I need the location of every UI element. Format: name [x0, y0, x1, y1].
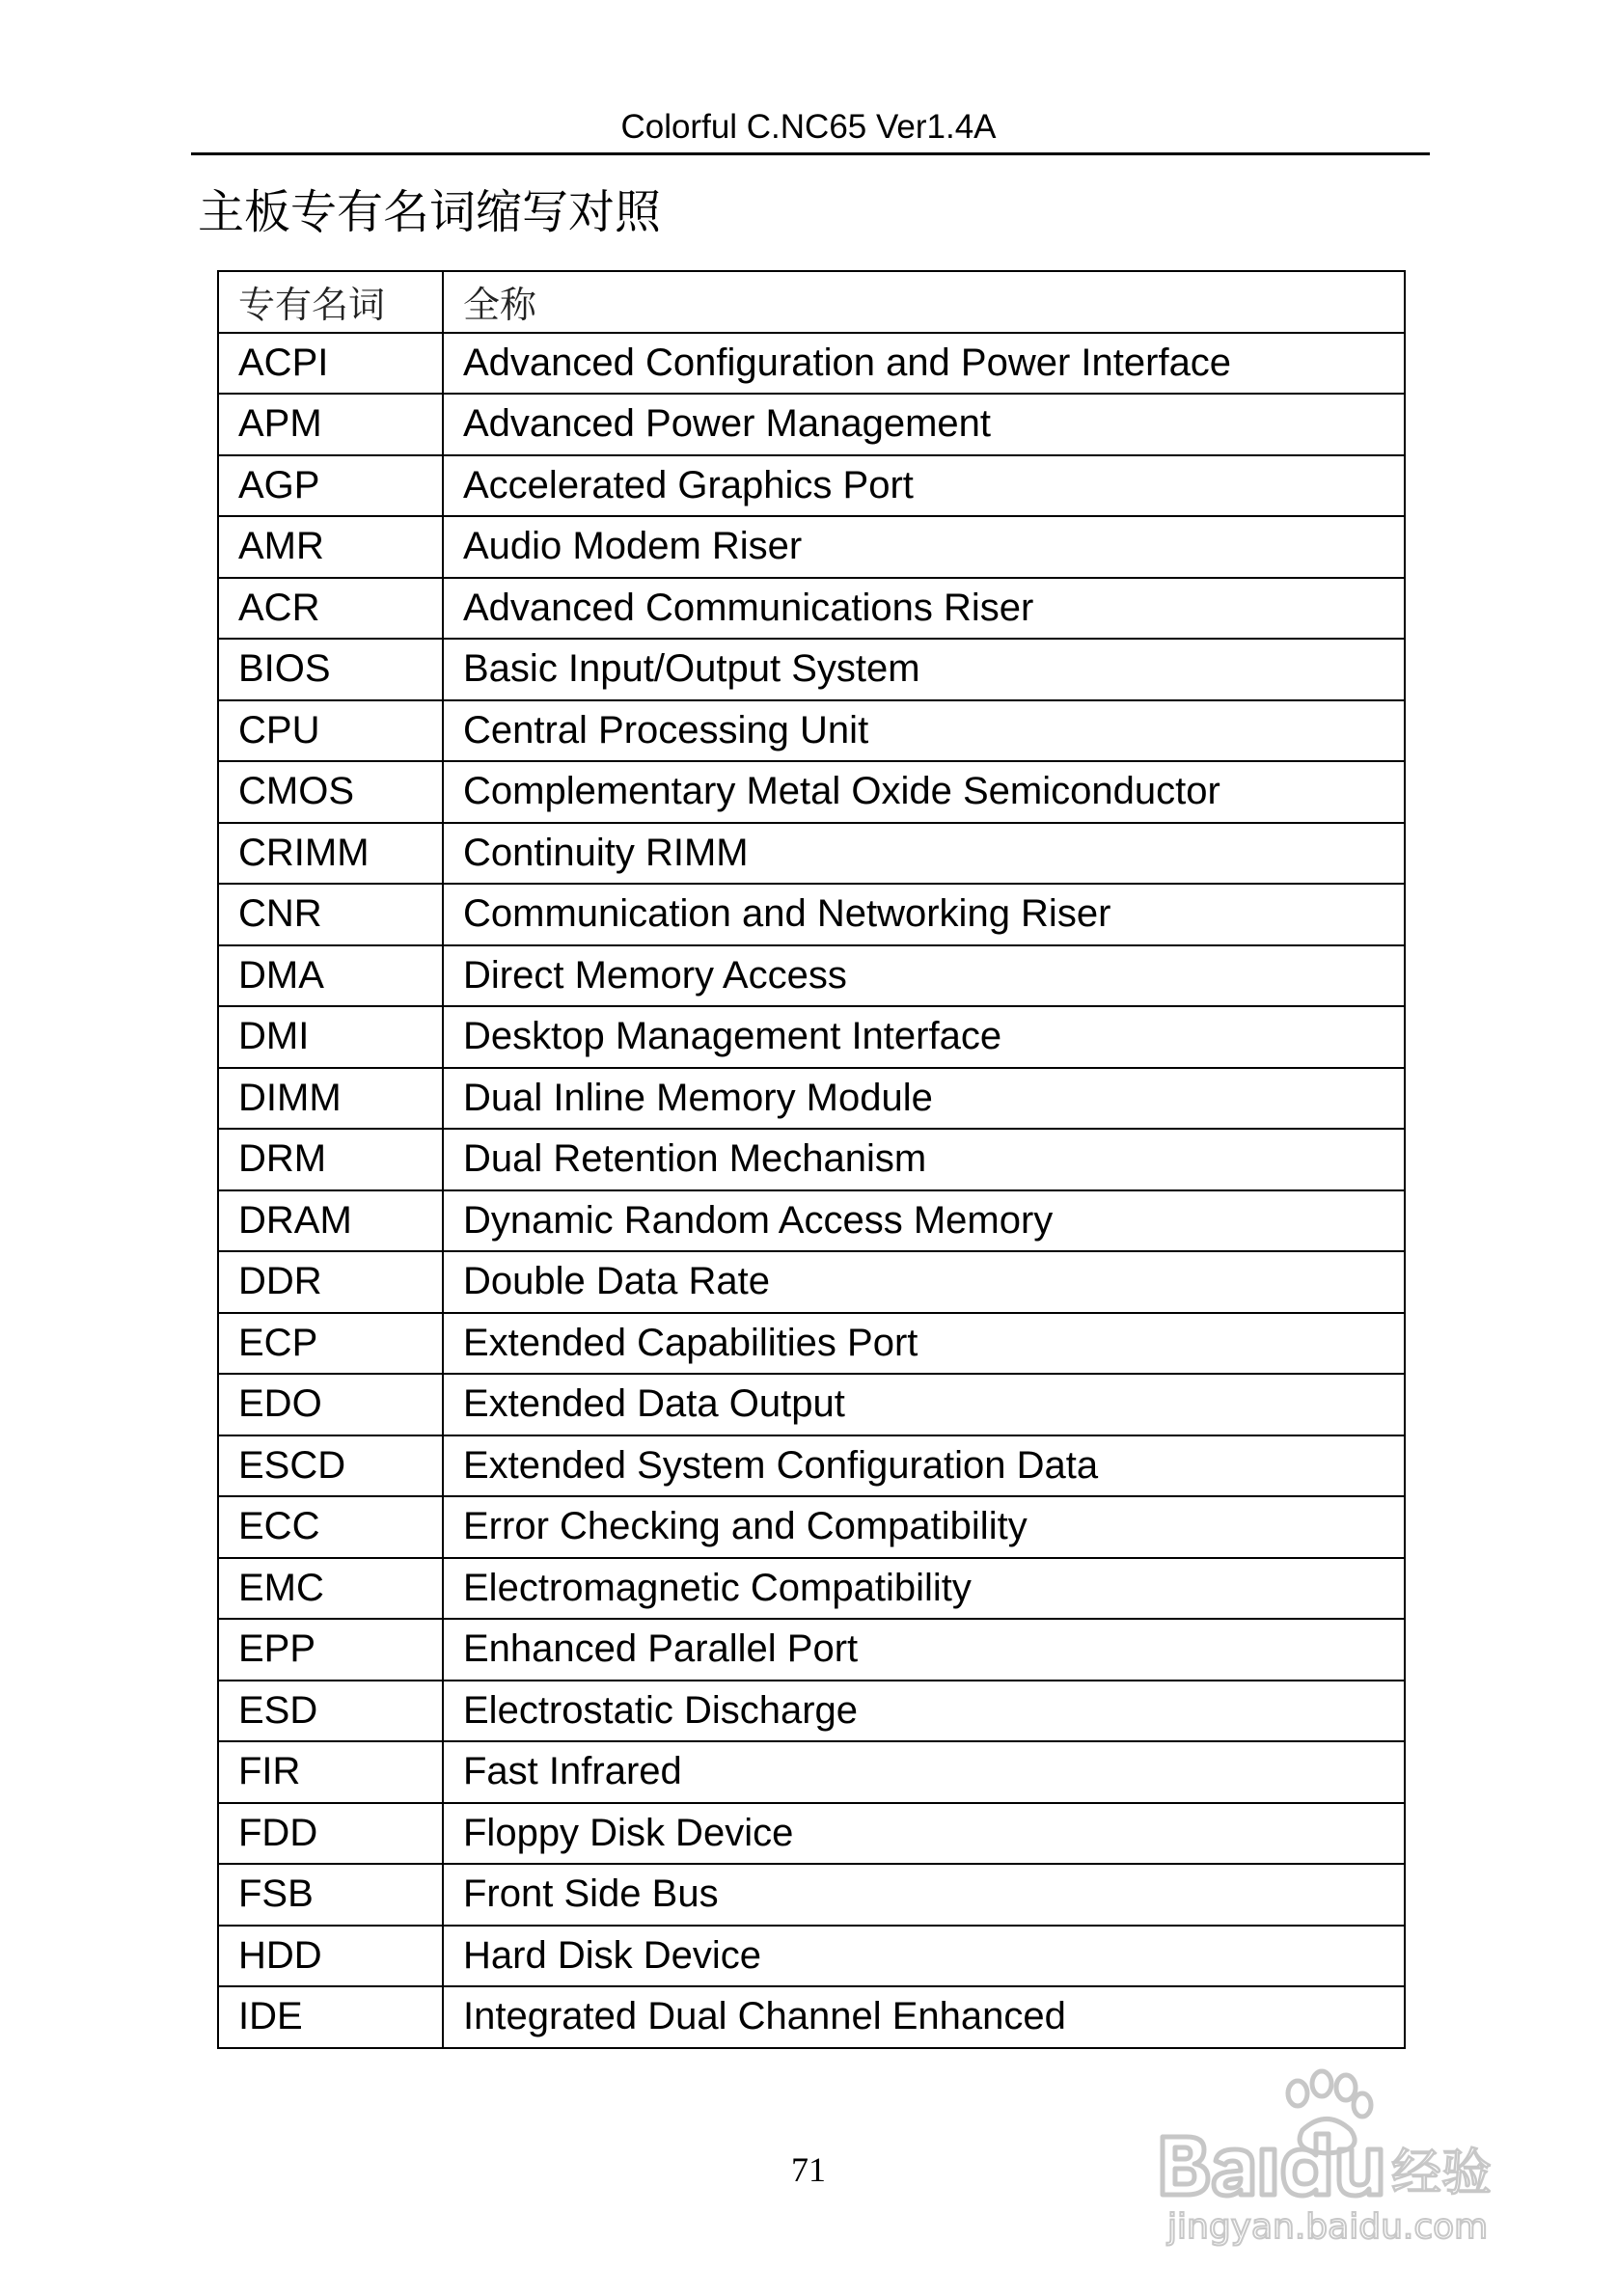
abbreviation-cell: EMC — [218, 1558, 443, 1620]
full-name-cell: Floppy Disk Device — [443, 1803, 1405, 1865]
abbreviation-cell: AMR — [218, 516, 443, 578]
full-name-cell: Desktop Management Interface — [443, 1006, 1405, 1068]
baidu-jingyan-logo — [1148, 2055, 1534, 2248]
table-row — [218, 1435, 1405, 1497]
table-row — [218, 1803, 1405, 1865]
full-name-cell: Hard Disk Device — [443, 1926, 1405, 1987]
table-row — [218, 1986, 1405, 2048]
full-name-cell: Complementary Metal Oxide Semiconductor — [443, 761, 1405, 823]
table-row — [218, 639, 1405, 700]
full-name-cell: Audio Modem Riser — [443, 516, 1405, 578]
table-row — [218, 516, 1405, 578]
baidu-watermark — [1148, 2055, 1534, 2248]
full-name-cell: Accelerated Graphics Port — [443, 455, 1405, 517]
abbreviation-cell: CPU — [218, 700, 443, 762]
abbreviation-table — [217, 270, 1406, 2049]
full-name-cell: Communication and Networking Riser — [443, 884, 1405, 945]
table-row — [218, 394, 1405, 455]
table-row — [218, 578, 1405, 640]
full-name-cell: Front Side Bus — [443, 1864, 1405, 1926]
full-name-cell: Dynamic Random Access Memory — [443, 1190, 1405, 1252]
table-row — [218, 823, 1405, 885]
table-row — [218, 1619, 1405, 1681]
table-row — [218, 945, 1405, 1007]
full-name-cell: Electrostatic Discharge — [443, 1681, 1405, 1742]
abbreviation-cell: FIR — [218, 1741, 443, 1803]
full-name-cell: Double Data Rate — [443, 1251, 1405, 1313]
abbreviation-cell: HDD — [218, 1926, 443, 1987]
table-row — [218, 1558, 1405, 1620]
abbreviation-cell: EDO — [218, 1374, 443, 1435]
table-row — [218, 1864, 1405, 1926]
abbreviation-cell: DMA — [218, 945, 443, 1007]
full-name-cell: Error Checking and Compatibility — [443, 1496, 1405, 1558]
abbreviation-cell: ACR — [218, 578, 443, 640]
table-header-row — [218, 271, 1405, 333]
abbreviation-cell: DRM — [218, 1129, 443, 1190]
table-row — [218, 700, 1405, 762]
table-row — [218, 884, 1405, 945]
full-name-cell: Advanced Configuration and Power Interface — [443, 333, 1405, 395]
table-row — [218, 1006, 1405, 1068]
table-row — [218, 1068, 1405, 1130]
abbreviation-cell: DIMM — [218, 1068, 443, 1130]
full-name-cell: Advanced Communications Riser — [443, 578, 1405, 640]
table-row — [218, 455, 1405, 517]
full-name-cell: Dual Retention Mechanism — [443, 1129, 1405, 1190]
abbreviation-cell: FSB — [218, 1864, 443, 1926]
table-row — [218, 1681, 1405, 1742]
abbreviation-cell: ESD — [218, 1681, 443, 1742]
table-row — [218, 1313, 1405, 1375]
column-header-full-name: 全称 — [443, 271, 1405, 333]
abbreviation-cell: APM — [218, 394, 443, 455]
abbreviation-cell: ECC — [218, 1496, 443, 1558]
table-body — [218, 333, 1405, 2048]
full-name-cell: Extended Capabilities Port — [443, 1313, 1405, 1375]
abbreviation-cell: ECP — [218, 1313, 443, 1375]
abbreviation-cell: FDD — [218, 1803, 443, 1865]
full-name-cell: Electromagnetic Compatibility — [443, 1558, 1405, 1620]
page-number: 71 — [791, 2150, 826, 2189]
table-row — [218, 1741, 1405, 1803]
table-row — [218, 1129, 1405, 1190]
watermark-cn-text: 经验 — [1391, 2145, 1493, 2202]
abbreviation-cell: ACPI — [218, 333, 443, 395]
full-name-cell: Advanced Power Management — [443, 394, 1405, 455]
abbreviation-cell: DDR — [218, 1251, 443, 1313]
column-header-term: 专有名词 — [218, 271, 443, 333]
abbreviation-cell: DMI — [218, 1006, 443, 1068]
table-row — [218, 1190, 1405, 1252]
abbreviation-cell: AGP — [218, 455, 443, 517]
full-name-cell: Basic Input/Output System — [443, 639, 1405, 700]
table-row — [218, 761, 1405, 823]
full-name-cell: Integrated Dual Channel Enhanced — [443, 1986, 1405, 2048]
full-name-cell: Direct Memory Access — [443, 945, 1405, 1007]
full-name-cell: Extended System Configuration Data — [443, 1435, 1405, 1497]
full-name-cell: Central Processing Unit — [443, 700, 1405, 762]
full-name-cell: Fast Infrared — [443, 1741, 1405, 1803]
table-row — [218, 333, 1405, 395]
full-name-cell: Dual Inline Memory Module — [443, 1068, 1405, 1130]
table-row — [218, 1374, 1405, 1435]
abbreviation-cell: ESCD — [218, 1435, 443, 1497]
table-row — [218, 1496, 1405, 1558]
abbreviation-cell: EPP — [218, 1619, 443, 1681]
full-name-cell: Extended Data Output — [443, 1374, 1405, 1435]
abbreviation-cell: CRIMM — [218, 823, 443, 885]
full-name-cell: Enhanced Parallel Port — [443, 1619, 1405, 1681]
page-title: 主板专有名词缩写对照 — [198, 185, 662, 239]
abbreviation-cell: BIOS — [218, 639, 443, 700]
abbreviation-cell: CMOS — [218, 761, 443, 823]
running-header: Colorful C.NC65 Ver1.4A — [620, 108, 997, 146]
abbreviation-cell: DRAM — [218, 1190, 443, 1252]
abbreviation-cell: CNR — [218, 884, 443, 945]
table-row — [218, 1926, 1405, 1987]
table-row — [218, 1251, 1405, 1313]
header-divider — [191, 152, 1430, 155]
watermark-url: jingyan.baidu.com — [1167, 2207, 1489, 2247]
abbreviation-cell: IDE — [218, 1986, 443, 2048]
baidu-logo-text — [1163, 2134, 1381, 2196]
full-name-cell: Continuity RIMM — [443, 823, 1405, 885]
